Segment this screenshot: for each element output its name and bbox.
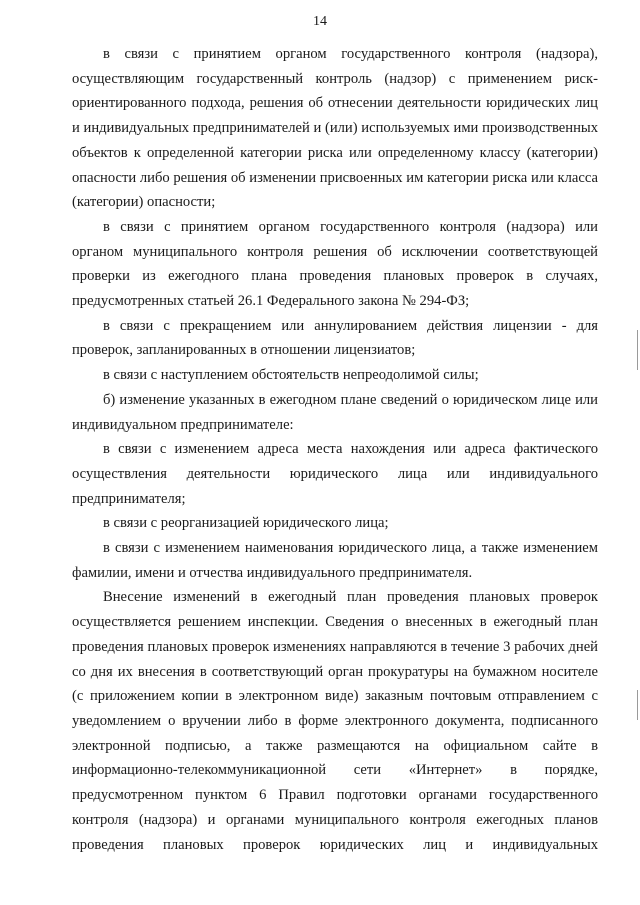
paragraph-force-majeure: в связи с наступлением обстоятельств непреодолимой силы;: [103, 367, 479, 384]
page-number: 14: [313, 14, 327, 29]
paragraph-license-termination: в связи с прекращением или аннулированием действия лицензии - для проверок, запланированных в отношении лицензиатов;: [72, 317, 598, 359]
paragraph-reorganization: в связи с реорганизацией юридического лица;: [103, 515, 389, 532]
scan-edge-mark: [637, 330, 638, 370]
paragraph-name-change: в связи с изменением наименования юридического лица, а также изменением фамилии, имени и отчества индивидуального предпринимателя.: [72, 540, 598, 581]
scan-edge-mark: [637, 690, 638, 720]
document-body: [72, 42, 598, 857]
paragraph-risk-category: в связи с принятием органом государственного контроля (надзора), осуществляющим государственный контроль (надзор) с применением риск-ориентированного подхода, решения об отнесении деятельности юридических лиц и индивидуальных предпринимателей и (или) используемых ими производственных объектов к определенной категории риска или определенному классу (категории) опасности либо решения об изменении присвоенных им категории риска или класса (категории) опасности;: [72, 46, 598, 211]
paragraph-info-change: б) изменение указанных в ежегодном плане сведений о юридическом лице или индивидуальном предпринимателе:: [72, 391, 598, 433]
paragraph-plan-amendment: Внесение изменений в ежегодный план проведения плановых проверок осуществляется решением инспекции. Сведения о внесенных в ежегодный план проведения плановых проверок изменениях направляются в течение 3 рабочих дней со дня их внесения в соответствующий орган прокуратуры на бумажном носителе (с приложением копии в электронном виде) заказным почтовым отправлением с уведомлением о вручении либо в форме электронного документа, подписанного электронной подписью, а также размещаются на официальном сайте в информационно-телекоммуникационной сети «Интернет» в порядке, предусмотренном пунктом 6 Правил подготовки органами государственного контроля (надзора) и органами муниципального контроля ежегодных планов проведения плановых проверок юридических лиц и индивидуальных: [72, 589, 598, 853]
paragraph-address-change: в связи с изменением адреса места нахождения или адреса фактического осуществления деятельности юридического лица или индивидуального предпринимателя;: [72, 441, 598, 507]
paragraph-exclusion-decision: в связи с принятием органом государственного контроля (надзора) или органом муниципального контроля решения об исключении соответствующей проверки из ежегодного плана проведения плановых проверок в случаях, предусмотренных статьей 26.1 Федерального закона № 294-ФЗ;: [72, 218, 598, 310]
